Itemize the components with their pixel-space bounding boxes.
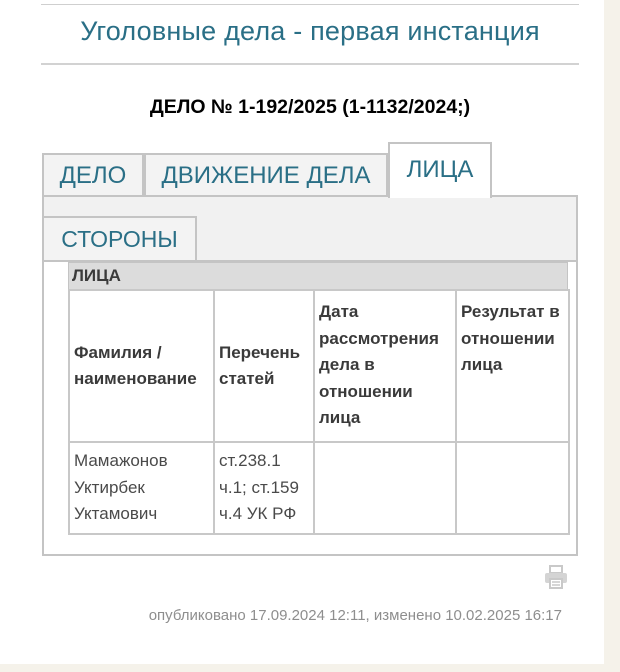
printer-icon[interactable] bbox=[542, 563, 570, 591]
printer-icon-svg bbox=[542, 563, 570, 591]
subtab-storony[interactable]: СТОРОНЫ bbox=[42, 216, 197, 262]
page-title: Уголовные дела - первая инстанция bbox=[80, 16, 540, 46]
table-header-row bbox=[69, 290, 569, 442]
section-title: ЛИЦА bbox=[68, 262, 568, 290]
divider bbox=[41, 63, 579, 65]
page-bottom-edge bbox=[0, 664, 620, 672]
tab-delo[interactable]: ДЕЛО bbox=[42, 153, 144, 198]
cell-date bbox=[314, 442, 456, 534]
column-header-name: Фамилия / наименование bbox=[69, 290, 214, 442]
tab-dvizhenie-dela[interactable]: ДВИЖЕНИЕ ДЕЛА bbox=[144, 153, 388, 198]
cell-name: Мамажонов Уктирбек Уктамович bbox=[69, 442, 214, 534]
cell-result bbox=[456, 442, 569, 534]
divider bbox=[41, 4, 579, 5]
cell-articles: ст.238.1 ч.1; ст.159 ч.4 УК РФ bbox=[214, 442, 314, 534]
tab-lica[interactable]: ЛИЦА bbox=[388, 142, 492, 198]
column-header-date: Дата рассмотрения дела в отношении лица bbox=[314, 290, 456, 442]
publication-info: опубликовано 17.09.2024 12:11, изменено 10.02.2025 16:17 bbox=[148, 607, 562, 624]
column-header-articles: Перечень статей bbox=[214, 290, 314, 442]
table-row bbox=[69, 442, 569, 534]
column-header-result: Результат в отношении лица bbox=[456, 290, 569, 442]
persons-table bbox=[68, 289, 570, 535]
case-heading: ДЕЛО № 1-192/2025 (1-1132/2024;) bbox=[149, 96, 471, 118]
